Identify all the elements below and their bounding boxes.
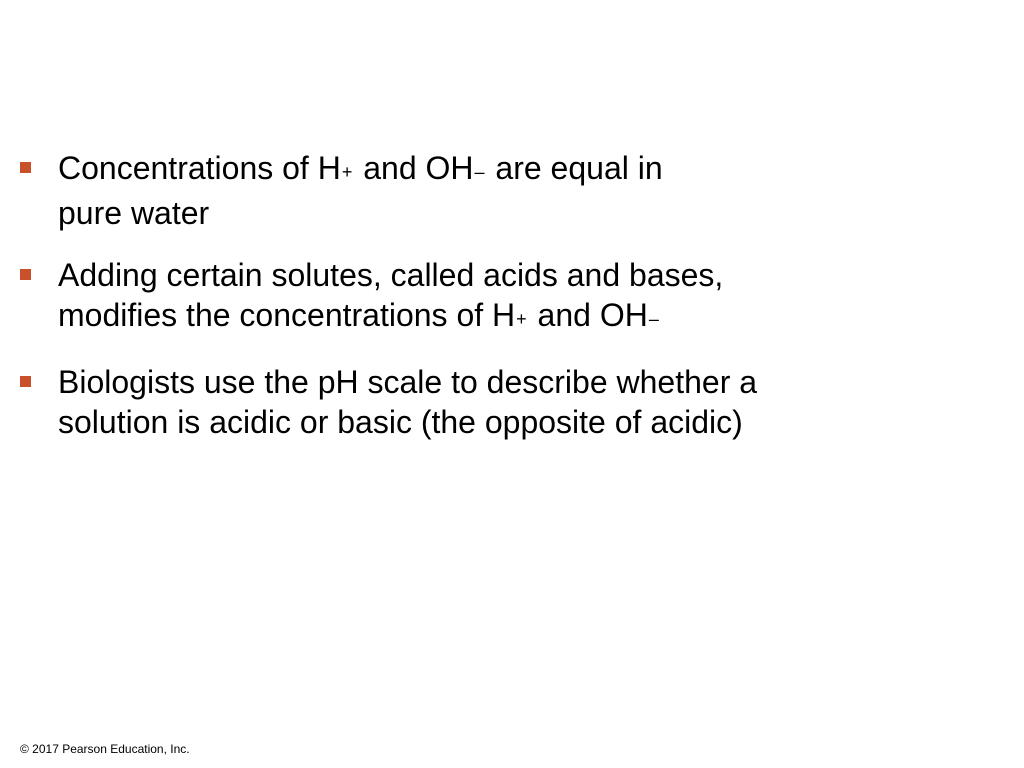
text-segment: pure water — [58, 195, 210, 231]
bullet-line — [58, 295, 980, 340]
bullet-text — [58, 255, 980, 340]
square-bullet-icon — [20, 376, 31, 387]
text-segment: solution is acidic or basic (the opposite of acidic) — [58, 404, 743, 440]
bullet-text — [58, 148, 980, 233]
ion-charge-superscript: + — [341, 162, 353, 182]
bullet-line — [58, 193, 980, 233]
ion-charge-superscript: – — [474, 162, 485, 182]
text-segment: and OH — [528, 297, 648, 333]
text-segment: modifies the concentrations of H — [58, 297, 516, 333]
text-segment: Adding certain solutes, called acids and bases, — [58, 257, 724, 293]
bullet-line — [58, 402, 980, 442]
bullet-line — [58, 255, 980, 295]
ion-charge-superscript: + — [516, 309, 527, 329]
text-segment: and OH — [354, 150, 474, 186]
square-bullet-icon — [20, 162, 31, 173]
bullet-item — [20, 148, 980, 233]
square-bullet-icon — [20, 269, 31, 280]
bullet-line — [58, 362, 980, 402]
bullet-line — [58, 148, 980, 193]
text-segment: Biologists use the pH scale to describe whether a — [58, 364, 758, 400]
copyright-footer: © 2017 Pearson Education, Inc. — [20, 742, 190, 756]
bullet-item — [20, 362, 980, 442]
text-segment: Concentrations of H — [58, 150, 341, 186]
bullet-item — [20, 255, 980, 340]
text-segment: are equal in — [486, 150, 663, 186]
ion-charge-superscript: – — [648, 309, 659, 329]
bullet-text — [58, 362, 980, 442]
bullet-list — [20, 148, 980, 464]
